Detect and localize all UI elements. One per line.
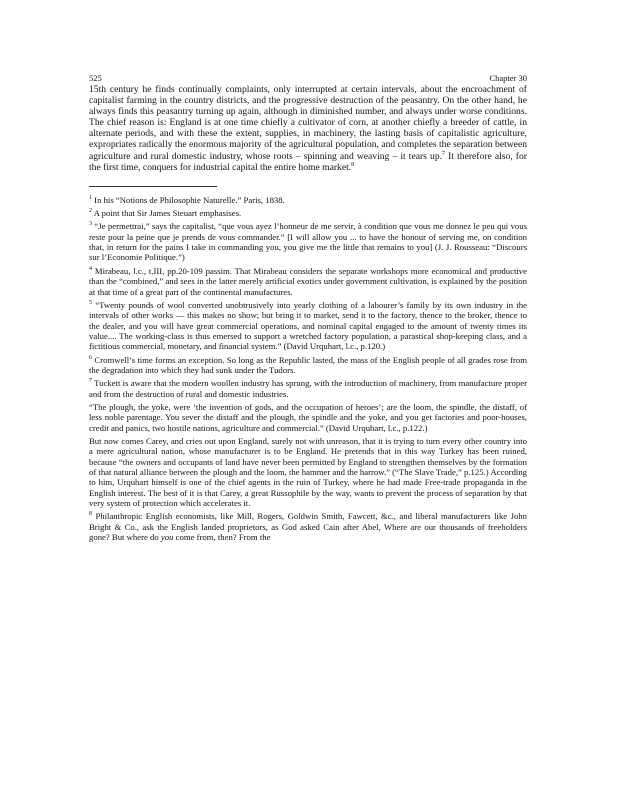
footnote-number: 3 xyxy=(89,221,92,228)
footnote-4 xyxy=(89,266,527,297)
footnote-text: Philanthropic English economists, like Mill, Rogers, Goldwin Smith, Fawcett, &c., and liberal manufacturers like John Bright & Co., ask the English landed proprietors, as God asked Cain after Abel, Where are our thousands of freeholders gone? But where do xyxy=(89,511,527,543)
main-paragraph xyxy=(89,84,527,173)
book-page xyxy=(89,73,527,545)
footnote-1 xyxy=(89,195,527,205)
footnote-ref-7[interactable]: 7 xyxy=(442,150,446,157)
footnote-5 xyxy=(89,300,527,352)
footnote-7-continued-carey xyxy=(89,436,527,508)
footnote-ref-8[interactable]: 8 xyxy=(351,161,355,168)
footnote-number: 1 xyxy=(89,194,92,201)
chapter-label: Chapter 30 xyxy=(489,73,527,83)
footnote-text: come from, then? From the xyxy=(173,532,271,543)
footnote-text: Mirabeau, l.c., t.III, pp.20-109 passim. That Mirabeau considers the separate workshops more economical and productive than the “combined,” and sees in the latter merely artificial exotics under government cultivation, is explained by the position at that time of a great part of the continental manufactures. xyxy=(89,265,528,297)
footnote-6 xyxy=(89,355,527,376)
footnote-divider xyxy=(89,186,217,187)
footnotes xyxy=(89,195,527,543)
footnote-text: Tuckett is aware that the modern woollen industry has sprung, with the introduction of machinery, from manufacture proper and from the destruction of rural and domestic industries. xyxy=(89,378,527,399)
footnote-2 xyxy=(89,208,527,218)
footnote-number: 6 xyxy=(89,354,92,361)
footnote-7-continued-quote xyxy=(89,402,527,433)
footnote-text: Cromwell’s time forms an exception. So long as the Republic lasted, the mass of the English people of all grades rose from the degradation into which they had sunk under the Tudors. xyxy=(89,354,528,375)
footnote-text: But now comes Carey, and cries out upon England, surely not with unreason, that it is trying to turn every other country into a mere agricultural nation, whose manufacturer is to be England. He pretends that in this way Turkey has been ruined, because “the owners and occupants of land have never been permitted by England to strengthen themselves by the formation of that natural alliance between the plough and the loom, the hammer and the harrow.” (“The Slave Trade,” p.125.) According to him, Urquhart himself is one of the chief agents in the ruin of Turkey, where he had made Free-trade propaganda in the English interest. The best of it is that Carey, a great Russophile by the way, wants to prevent the process of separation by that very system of protection which accelerates it. xyxy=(89,435,528,509)
footnote-number: 5 xyxy=(89,299,92,306)
footnote-7 xyxy=(89,378,527,399)
main-text-part2: It therefore also, for the first time, conquers for industrial capital the entire home market. xyxy=(89,150,527,173)
footnote-text: “Je permettrai,” says the capitalist, “que vous ayez l’honneur de me servir, à condition que vous me donnez le peu qui vous reste pour la peine que je prends de vous commander.” [I will allow you ... to have the honour of serving me, on condition that, in return for the pains I take in commanding you, you give me the little that remains to you] (J. J. Rousseau: “Discours sur l’Economie Politique.”) xyxy=(89,221,527,263)
footnote-3 xyxy=(89,221,527,262)
footnote-number: 7 xyxy=(89,378,92,385)
footnote-text: “The plough, the yoke, were ‘the invention of gods, and the occupation of heroes’; are the loom, the spindle, the distaff, of less noble parentage. You sever the distaff and the plough, the spindle and the yoke, and you get factories and poor-houses, credit and panics, two hostile nations, agriculture and commercial.” (David Urquhart, l.c., p.122.) xyxy=(89,401,527,433)
footnote-number: 2 xyxy=(89,208,92,215)
page-header xyxy=(89,73,527,83)
footnote-8 xyxy=(89,511,527,542)
footnote-number: 4 xyxy=(89,265,92,272)
footnote-text: In his “Notions de Philosophie Naturelle.” Paris, 1838. xyxy=(94,194,285,205)
main-text-part1: 15th century he finds continually complaints, only interrupted at certain intervals, about the encroachment of capitalist farming in the country districts, and the progressive destruction of the peasantry. On the other hand, he always finds this peasantry turning up again, although in diminished number, and always under worse conditions. The chief reason is: England is at one time chiefly a cultivator of corn, at another chiefly a breeder of cattle, in alternate periods, and with these the extent, supplies, in machinery, the lasting basis of capitalistic agriculture, expropriates radically the enormous majority of the agricultural population, and completes the separation between agriculture and rural domestic industry, whose roots – spinning and weaving – it tears up. xyxy=(89,84,527,162)
emphasized-word: you xyxy=(160,532,174,543)
page-number: 525 xyxy=(89,73,102,83)
footnote-number: 8 xyxy=(89,511,92,518)
footnote-text: A point that Sir James Steuart emphasises. xyxy=(93,208,242,219)
footnote-text: “Twenty pounds of wool converted unobtrusively into yearly clothing of a labourer’s family by its own industry in the intervals of other works — this makes no show; but bring it to market, send it to the factory, thence to the broker, thence to the dealer, and you will have great commercial operations, and nominal capital engaged to the amount of twenty times its value.... The working-class is thus emersed to support a wretched factory population, a parastical shop-keeping class, and a fictitious commercial, monetary, and financial system.” (David Urquhart, l.c., p.120.) xyxy=(89,299,527,352)
